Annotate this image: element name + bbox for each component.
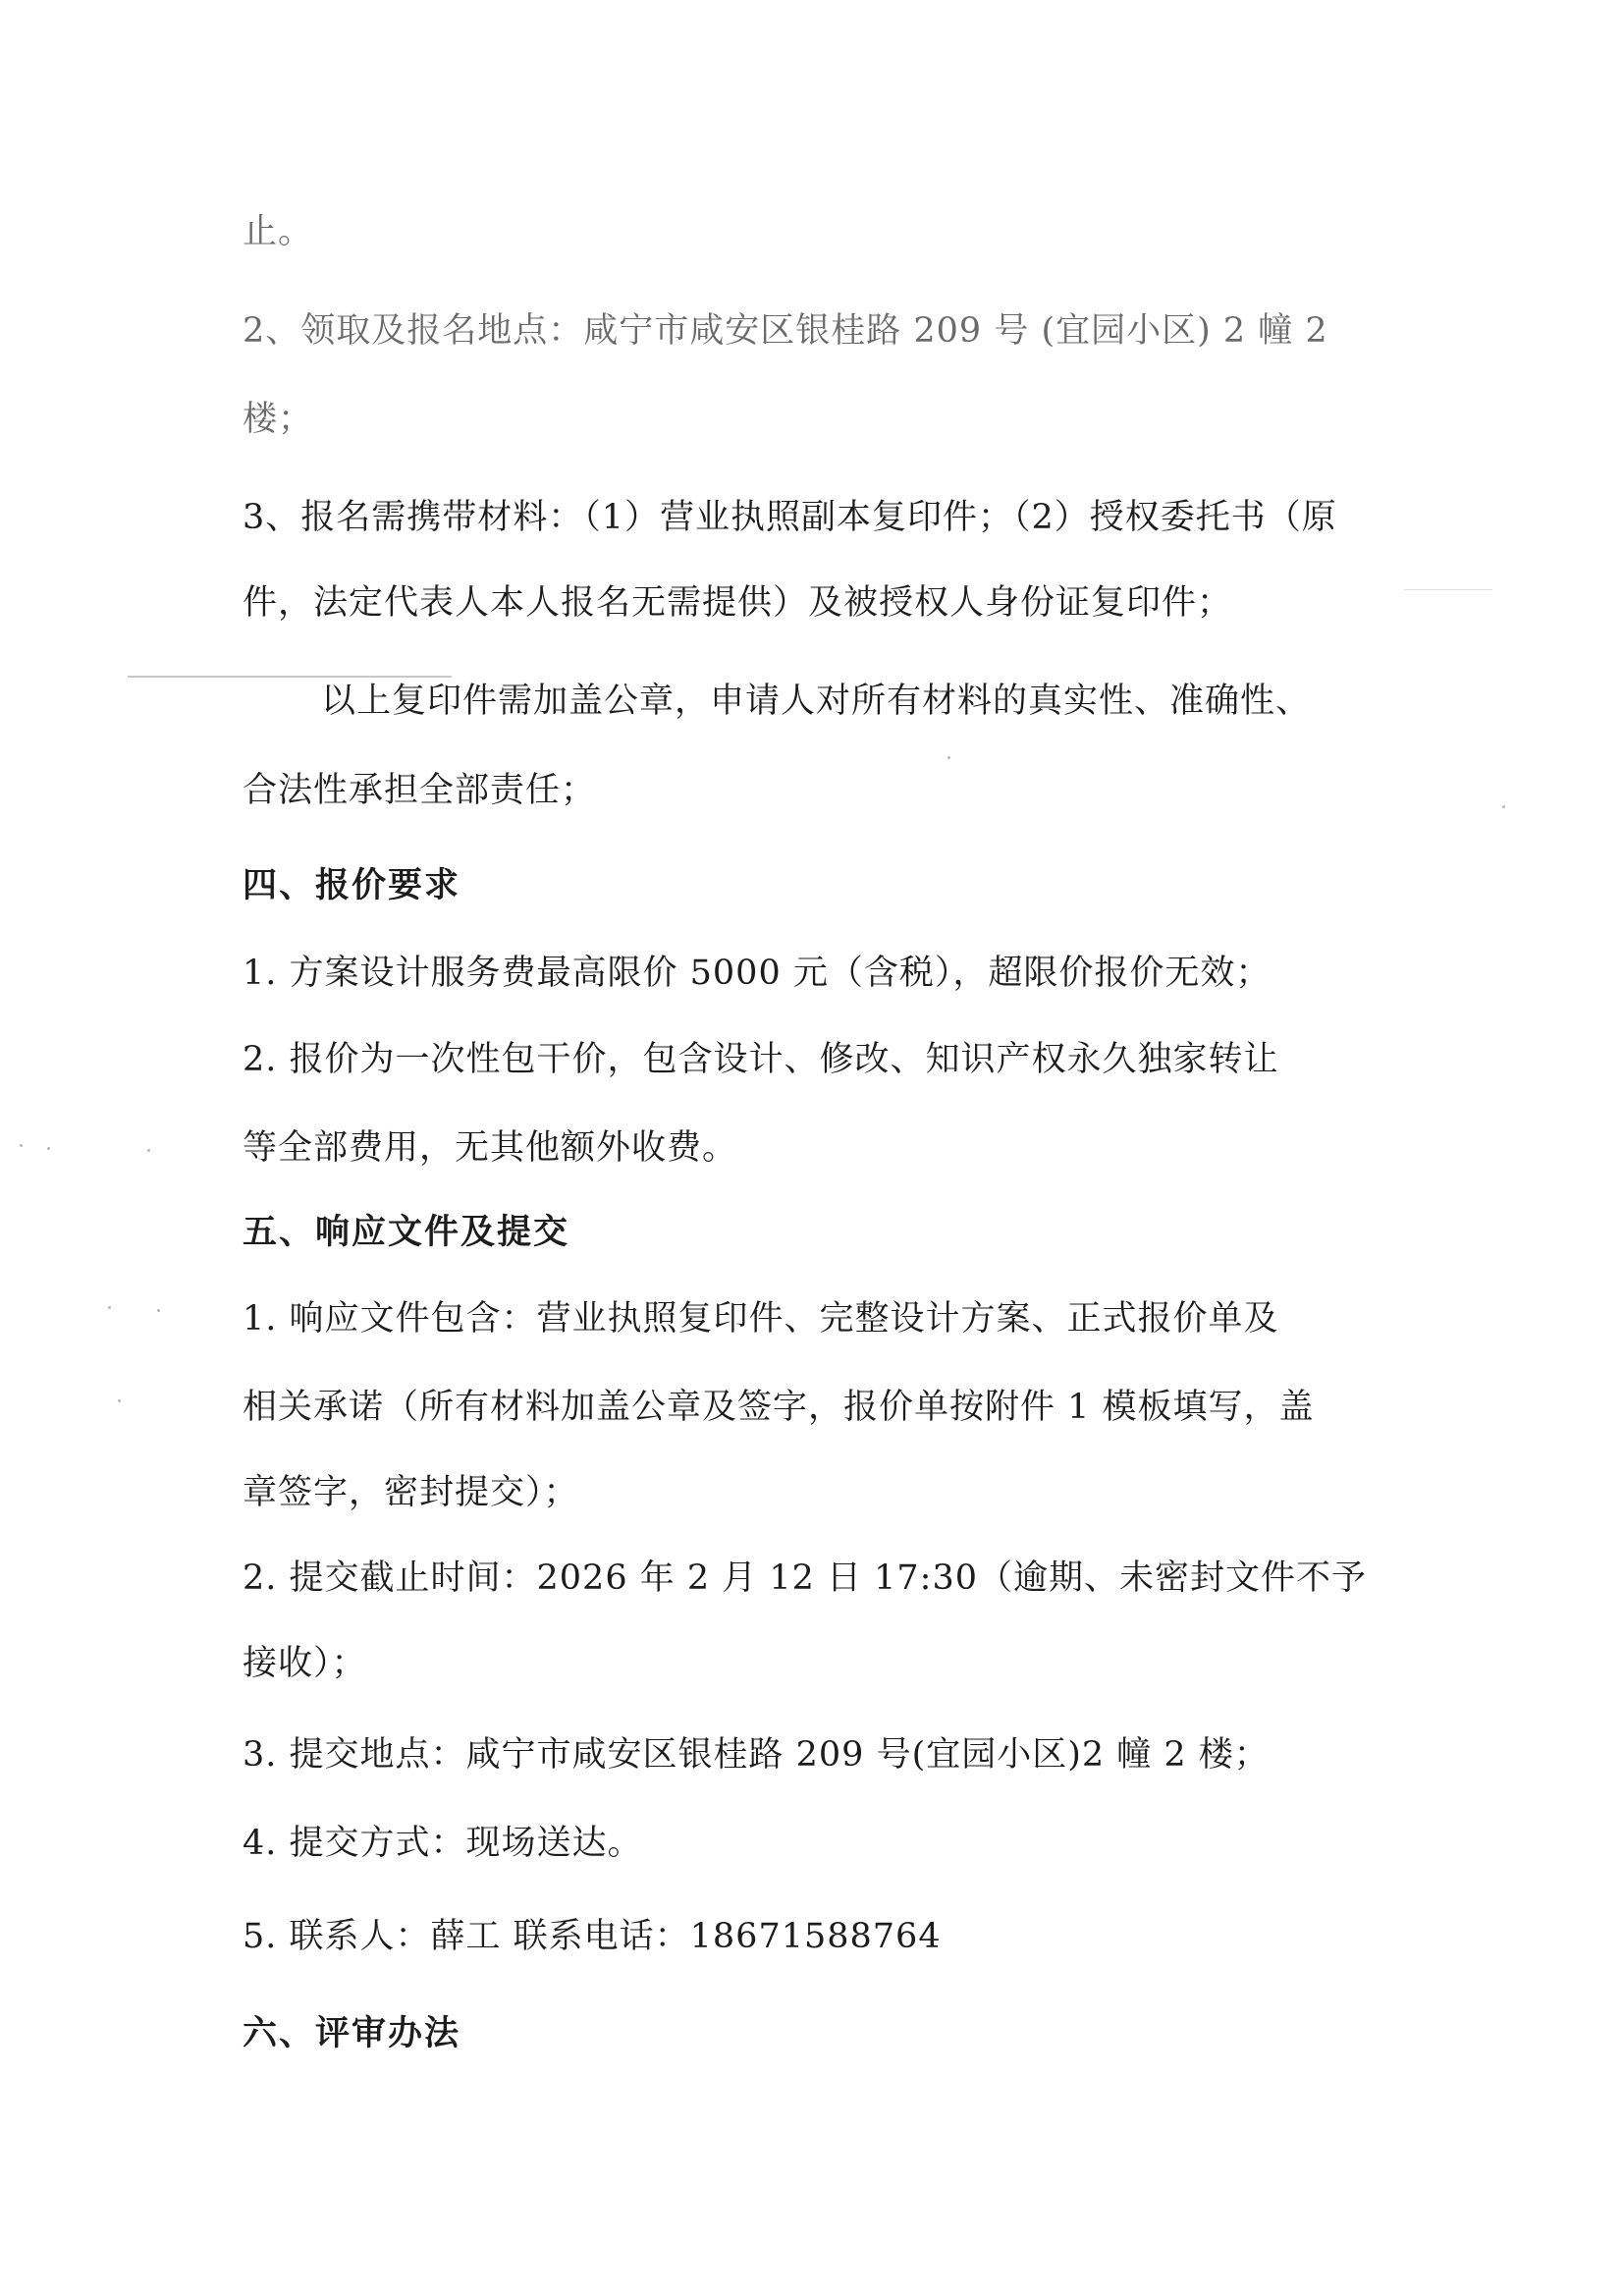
section-heading-submission: 五、响应文件及提交 — [243, 1212, 570, 1252]
section-heading-quotation: 四、报价要求 — [243, 865, 461, 905]
scan-artifact-line — [1404, 589, 1492, 590]
text-line-registration-location-cont: 楼； — [243, 400, 314, 439]
section-heading-evaluation: 六、评审办法 — [243, 2013, 461, 2053]
text-line-contact: 5. 联系人：薛工 联系电话：18671588764 — [243, 1917, 942, 1956]
text-line-continuation: 止。 — [243, 212, 314, 251]
scan-artifact-dot — [108, 1306, 111, 1309]
text-line-registration-location: 2、领取及报名地点：咸宁市咸安区银桂路 209 号 (宜园小区) 2 幢 2 — [243, 311, 1328, 351]
scan-artifact-dot — [157, 1309, 160, 1312]
text-line-lump-sum-cont: 等全部费用，无其他额外收费。 — [243, 1128, 738, 1168]
text-line-submission-method: 4. 提交方式：现场送达。 — [243, 1824, 643, 1863]
text-line-response-docs-cont2: 章签字，密封提交）； — [243, 1473, 579, 1512]
text-line-submission-location: 3. 提交地点：咸宁市咸安区银桂路 209 号(宜园小区)2 幢 2 楼； — [243, 1735, 1270, 1775]
scan-artifact-dot — [47, 1147, 50, 1150]
text-line-seal-requirement: 以上复印件需加盖公章，申请人对所有材料的真实性、准确性、 — [321, 682, 1312, 721]
scan-artifact-dot — [147, 1149, 150, 1152]
scan-artifact-dot — [1502, 805, 1505, 808]
scan-artifact-dot — [20, 1144, 23, 1147]
scan-artifact-line — [128, 676, 452, 678]
text-line-seal-requirement-cont: 合法性承担全部责任； — [243, 771, 597, 810]
text-line-required-materials: 3、报名需携带材料：（1）营业执照副本复印件；（2）授权委托书（原 — [243, 498, 1337, 537]
text-line-lump-sum: 2. 报价为一次性包干价，包含设计、修改、知识产权永久独家转让 — [243, 1040, 1279, 1079]
text-line-deadline-cont: 接收）； — [243, 1644, 367, 1683]
scan-artifact-dot — [947, 756, 950, 759]
text-line-response-docs-cont: 相关承诺（所有材料加盖公章及签字，报价单按附件 1 模板填写，盖 — [243, 1388, 1315, 1427]
scan-artifact-dot — [118, 1399, 121, 1402]
text-line-max-price: 1. 方案设计服务费最高限价 5000 元（含税），超限价报价无效； — [243, 954, 1271, 993]
text-line-required-materials-cont: 件，法定代表人本人报名无需提供）及被授权人身份证复印件； — [243, 583, 1233, 623]
text-line-response-docs: 1. 响应文件包含：营业执照复印件、完整设计方案、正式报价单及 — [243, 1299, 1279, 1339]
text-line-deadline: 2. 提交截止时间：2026 年 2 月 12 日 17:30（逾期、未密封文件不予 — [243, 1558, 1368, 1598]
